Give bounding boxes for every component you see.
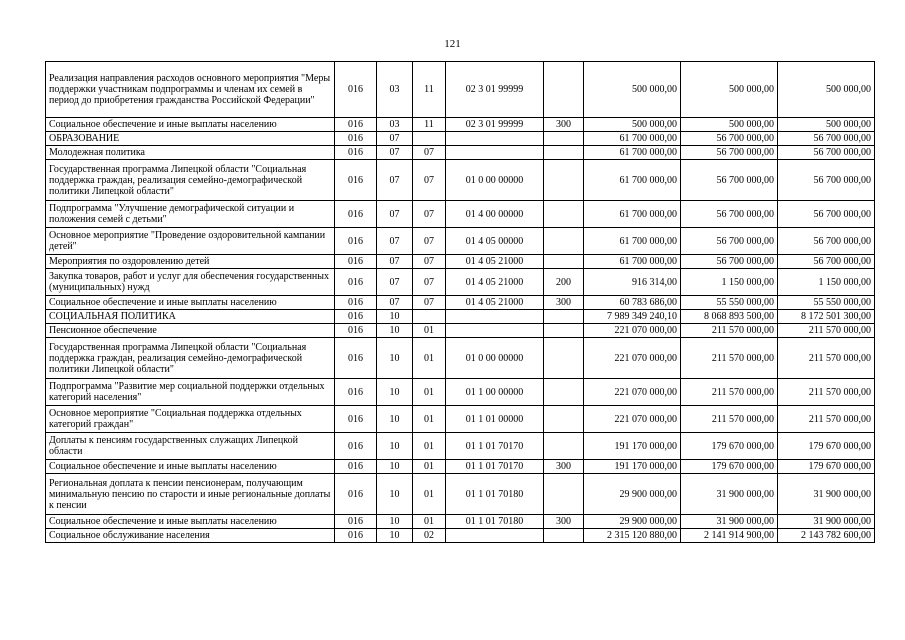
cell-grbs: 016 [335,379,377,406]
cell-section: 10 [377,460,413,474]
cell-target-article [446,324,544,338]
cell-subsection: 07 [413,201,446,228]
cell-amount-year-2: 8 068 893 500,00 [681,310,778,324]
cell-section: 07 [377,132,413,146]
cell-name: Социальное обеспечение и иные выплаты населению [46,515,335,529]
cell-grbs: 016 [335,255,377,269]
cell-grbs: 016 [335,228,377,255]
cell-subsection: 11 [413,118,446,132]
cell-amount-year-1: 61 700 000,00 [584,160,681,201]
cell-expense-type [544,338,584,379]
cell-amount-year-2: 179 670 000,00 [681,433,778,460]
cell-amount-year-2: 56 700 000,00 [681,255,778,269]
table-row [46,118,875,132]
table-row [46,296,875,310]
cell-target-article: 01 4 05 21000 [446,296,544,310]
cell-subsection: 01 [413,474,446,515]
table-row [46,132,875,146]
cell-amount-year-3: 211 570 000,00 [778,406,875,433]
cell-expense-type [544,255,584,269]
cell-section: 10 [377,433,413,460]
cell-name: Мероприятия по оздоровлению детей [46,255,335,269]
cell-subsection: 01 [413,515,446,529]
cell-expense-type [544,324,584,338]
cell-amount-year-3: 211 570 000,00 [778,324,875,338]
cell-subsection: 01 [413,379,446,406]
cell-expense-type: 200 [544,269,584,296]
cell-amount-year-3: 211 570 000,00 [778,379,875,406]
cell-target-article: 01 1 01 70180 [446,474,544,515]
cell-grbs: 016 [335,201,377,228]
cell-amount-year-2: 56 700 000,00 [681,228,778,255]
cell-target-article: 02 3 01 99999 [446,118,544,132]
cell-expense-type [544,529,584,543]
page-number: 121 [444,38,461,50]
cell-section: 10 [377,474,413,515]
cell-subsection: 01 [413,324,446,338]
cell-target-article: 01 1 00 00000 [446,379,544,406]
cell-amount-year-1: 61 700 000,00 [584,228,681,255]
cell-amount-year-2: 55 550 000,00 [681,296,778,310]
cell-amount-year-3: 56 700 000,00 [778,146,875,160]
cell-section: 03 [377,62,413,118]
cell-amount-year-2: 56 700 000,00 [681,160,778,201]
cell-subsection [413,310,446,324]
cell-target-article: 01 1 01 00000 [446,406,544,433]
cell-expense-type [544,160,584,201]
table-row [46,406,875,433]
cell-name: Подпрограмма "Развитие мер социальной поддержки отдельных категорий населения" [46,379,335,406]
cell-amount-year-3: 8 172 501 300,00 [778,310,875,324]
cell-amount-year-2: 31 900 000,00 [681,474,778,515]
cell-name: Подпрограмма "Улучшение демографической ситуации и положения семей с детьми" [46,201,335,228]
cell-amount-year-2: 211 570 000,00 [681,406,778,433]
cell-amount-year-2: 56 700 000,00 [681,132,778,146]
cell-grbs: 016 [335,529,377,543]
cell-name: Социальное обеспечение и иные выплаты населению [46,296,335,310]
cell-name: Основное мероприятие "Социальная поддержка отдельных категорий граждан" [46,406,335,433]
cell-name: Доплаты к пенсиям государственных служащих Липецкой области [46,433,335,460]
cell-name: Закупка товаров, работ и услуг для обеспечения государственных (муниципальных) нужд [46,269,335,296]
cell-amount-year-1: 29 900 000,00 [584,515,681,529]
table-row [46,201,875,228]
cell-subsection: 07 [413,255,446,269]
cell-amount-year-1: 191 170 000,00 [584,460,681,474]
cell-amount-year-2: 56 700 000,00 [681,146,778,160]
cell-expense-type [544,146,584,160]
cell-target-article: 01 1 01 70170 [446,460,544,474]
cell-amount-year-1: 221 070 000,00 [584,338,681,379]
cell-amount-year-1: 2 315 120 880,00 [584,529,681,543]
cell-amount-year-1: 60 783 686,00 [584,296,681,310]
cell-name: Государственная программа Липецкой области "Социальная поддержка граждан, реализация семейно-демографической политики Липецкой области" [46,160,335,201]
cell-amount-year-1: 221 070 000,00 [584,324,681,338]
cell-subsection: 11 [413,62,446,118]
cell-amount-year-3: 500 000,00 [778,118,875,132]
cell-name: СОЦИАЛЬНАЯ ПОЛИТИКА [46,310,335,324]
table-row [46,324,875,338]
cell-section: 10 [377,406,413,433]
table-row [46,62,875,118]
cell-amount-year-2: 500 000,00 [681,62,778,118]
cell-section: 03 [377,118,413,132]
cell-grbs: 016 [335,460,377,474]
cell-subsection: 01 [413,433,446,460]
cell-amount-year-2: 211 570 000,00 [681,324,778,338]
cell-name: Социальное обслуживание населения [46,529,335,543]
cell-section: 10 [377,379,413,406]
cell-expense-type: 300 [544,296,584,310]
cell-amount-year-3: 179 670 000,00 [778,433,875,460]
cell-section: 10 [377,324,413,338]
cell-amount-year-1: 61 700 000,00 [584,255,681,269]
cell-section: 07 [377,201,413,228]
cell-expense-type [544,433,584,460]
cell-subsection [413,132,446,146]
table-row [46,460,875,474]
cell-subsection: 07 [413,296,446,310]
cell-amount-year-1: 61 700 000,00 [584,132,681,146]
cell-target-article [446,132,544,146]
cell-name: Пенсионное обеспечение [46,324,335,338]
cell-target-article: 01 1 01 70180 [446,515,544,529]
cell-amount-year-3: 31 900 000,00 [778,474,875,515]
cell-name: Социальное обеспечение и иные выплаты населению [46,460,335,474]
table-row [46,228,875,255]
cell-amount-year-2: 500 000,00 [681,118,778,132]
cell-amount-year-1: 500 000,00 [584,118,681,132]
cell-target-article: 01 1 01 70170 [446,433,544,460]
cell-amount-year-3: 55 550 000,00 [778,296,875,310]
cell-target-article: 01 4 05 00000 [446,228,544,255]
cell-target-article: 01 0 00 00000 [446,338,544,379]
cell-section: 07 [377,160,413,201]
cell-amount-year-3: 56 700 000,00 [778,132,875,146]
cell-amount-year-2: 179 670 000,00 [681,460,778,474]
cell-subsection: 02 [413,529,446,543]
cell-amount-year-3: 179 670 000,00 [778,460,875,474]
cell-name: Региональная доплата к пенсии пенсионерам, получающим минимальную пенсию по старости и иные региональные доплаты к пенсии [46,474,335,515]
cell-expense-type [544,474,584,515]
cell-grbs: 016 [335,296,377,310]
cell-grbs: 016 [335,338,377,379]
cell-section: 10 [377,338,413,379]
cell-amount-year-3: 31 900 000,00 [778,515,875,529]
cell-amount-year-3: 1 150 000,00 [778,269,875,296]
cell-amount-year-3: 211 570 000,00 [778,338,875,379]
cell-amount-year-1: 221 070 000,00 [584,406,681,433]
cell-section: 10 [377,529,413,543]
cell-grbs: 016 [335,132,377,146]
cell-amount-year-3: 2 143 782 600,00 [778,529,875,543]
cell-amount-year-1: 29 900 000,00 [584,474,681,515]
table-body [46,62,875,543]
cell-amount-year-1: 7 989 349 240,10 [584,310,681,324]
cell-grbs: 016 [335,433,377,460]
cell-grbs: 016 [335,324,377,338]
cell-section: 07 [377,228,413,255]
budget-table [45,61,875,543]
cell-amount-year-3: 56 700 000,00 [778,255,875,269]
cell-amount-year-3: 56 700 000,00 [778,228,875,255]
cell-target-article: 01 4 05 21000 [446,269,544,296]
table-row [46,379,875,406]
cell-grbs: 016 [335,474,377,515]
cell-expense-type [544,228,584,255]
cell-subsection: 07 [413,269,446,296]
cell-section: 07 [377,146,413,160]
cell-target-article: 01 0 00 00000 [446,160,544,201]
cell-amount-year-1: 221 070 000,00 [584,379,681,406]
cell-subsection: 07 [413,160,446,201]
cell-target-article: 01 4 05 21000 [446,255,544,269]
table-row [46,338,875,379]
table-row [46,515,875,529]
cell-amount-year-2: 56 700 000,00 [681,201,778,228]
table-row [46,269,875,296]
cell-name: Социальное обеспечение и иные выплаты населению [46,118,335,132]
cell-target-article: 02 3 01 99999 [446,62,544,118]
table-row [46,433,875,460]
cell-name: Реализация направления расходов основного мероприятия "Меры поддержки участникам подпрограммы и членам их семей в период до приобретения гражданства Российской Федерации" [46,62,335,118]
cell-target-article [446,146,544,160]
table-row [46,255,875,269]
cell-amount-year-2: 1 150 000,00 [681,269,778,296]
cell-amount-year-3: 56 700 000,00 [778,160,875,201]
cell-amount-year-1: 916 314,00 [584,269,681,296]
cell-expense-type [544,379,584,406]
cell-section: 07 [377,255,413,269]
cell-subsection: 01 [413,460,446,474]
cell-amount-year-2: 2 141 914 900,00 [681,529,778,543]
cell-amount-year-2: 211 570 000,00 [681,379,778,406]
cell-section: 07 [377,269,413,296]
cell-target-article [446,529,544,543]
cell-expense-type [544,310,584,324]
cell-expense-type: 300 [544,515,584,529]
table-row [46,310,875,324]
table-row [46,160,875,201]
cell-amount-year-1: 61 700 000,00 [584,201,681,228]
cell-amount-year-3: 500 000,00 [778,62,875,118]
cell-target-article: 01 4 00 00000 [446,201,544,228]
cell-amount-year-1: 191 170 000,00 [584,433,681,460]
cell-expense-type: 300 [544,118,584,132]
cell-name: Государственная программа Липецкой области "Социальная поддержка граждан, реализация семейно-демографической политики Липецкой области" [46,338,335,379]
table-row [46,146,875,160]
table-row [46,529,875,543]
cell-section: 10 [377,515,413,529]
cell-amount-year-3: 56 700 000,00 [778,201,875,228]
cell-subsection: 07 [413,228,446,255]
cell-amount-year-2: 31 900 000,00 [681,515,778,529]
cell-grbs: 016 [335,118,377,132]
cell-expense-type [544,132,584,146]
cell-grbs: 016 [335,515,377,529]
cell-amount-year-2: 211 570 000,00 [681,338,778,379]
cell-grbs: 016 [335,62,377,118]
cell-expense-type [544,62,584,118]
cell-subsection: 01 [413,338,446,379]
cell-amount-year-1: 500 000,00 [584,62,681,118]
cell-amount-year-1: 61 700 000,00 [584,146,681,160]
table-row [46,474,875,515]
cell-expense-type [544,406,584,433]
cell-grbs: 016 [335,310,377,324]
cell-grbs: 016 [335,146,377,160]
cell-section: 07 [377,296,413,310]
cell-expense-type: 300 [544,460,584,474]
cell-name: Основное мероприятие "Проведение оздоровительной кампании детей" [46,228,335,255]
cell-grbs: 016 [335,406,377,433]
cell-section: 10 [377,310,413,324]
cell-grbs: 016 [335,269,377,296]
cell-subsection: 07 [413,146,446,160]
cell-name: ОБРАЗОВАНИЕ [46,132,335,146]
cell-name: Молодежная политика [46,146,335,160]
cell-target-article [446,310,544,324]
cell-grbs: 016 [335,160,377,201]
cell-subsection: 01 [413,406,446,433]
cell-expense-type [544,201,584,228]
